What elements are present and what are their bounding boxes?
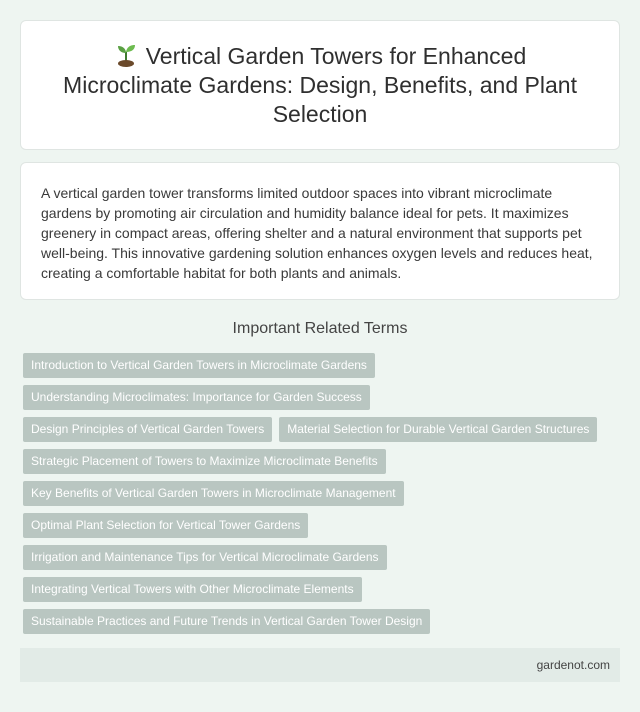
related-term-tag[interactable]: Material Selection for Durable Vertical Garden Structures bbox=[279, 417, 597, 442]
tag-row bbox=[23, 513, 620, 538]
related-terms-heading: Important Related Terms bbox=[232, 320, 408, 337]
related-term-tag[interactable]: Introduction to Vertical Garden Towers in Microclimate Gardens bbox=[23, 353, 375, 378]
related-term-tag[interactable]: Design Principles of Vertical Garden Towers bbox=[23, 417, 272, 442]
related-term-tag[interactable]: Optimal Plant Selection for Vertical Tower Gardens bbox=[23, 513, 308, 538]
tag-row bbox=[23, 609, 620, 634]
related-term-tag[interactable]: Understanding Microclimates: Importance for Garden Success bbox=[23, 385, 370, 410]
tag-row bbox=[23, 545, 620, 570]
related-term-tag[interactable]: Key Benefits of Vertical Garden Towers in Microclimate Management bbox=[23, 481, 404, 506]
page-title bbox=[51, 41, 589, 129]
page-title-text: Vertical Garden Towers for Enhanced Microclimate Gardens: Design, Benefits, and Plant Selection bbox=[63, 43, 577, 127]
tag-row bbox=[23, 385, 620, 410]
footer bbox=[20, 648, 620, 682]
related-term-tag[interactable]: Strategic Placement of Towers to Maximize Microclimate Benefits bbox=[23, 449, 386, 474]
tag-row bbox=[23, 353, 620, 378]
related-term-tag[interactable]: Irrigation and Maintenance Tips for Vertical Microclimate Gardens bbox=[23, 545, 387, 570]
summary-text: A vertical garden tower transforms limited outdoor spaces into vibrant microclimate gardens by promoting air circulation and humidity balance ideal for pets. It maximizes greenery in compact areas, offering shelter and a natural environment that supports pet well-being. This innovative gardening solution enhances oxygen levels and reduces heat, creating a comfortable habitat for both plants and animals. bbox=[41, 185, 593, 281]
tag-row bbox=[23, 449, 620, 474]
tag-row bbox=[23, 481, 620, 506]
tag-row bbox=[23, 577, 620, 602]
related-terms-list bbox=[23, 353, 620, 641]
site-name[interactable]: gardenot.com bbox=[536, 658, 610, 672]
sprout-icon bbox=[114, 41, 138, 67]
summary-card bbox=[20, 162, 620, 300]
title-card bbox=[20, 20, 620, 150]
related-term-tag[interactable]: Integrating Vertical Towers with Other Microclimate Elements bbox=[23, 577, 362, 602]
related-term-tag[interactable]: Sustainable Practices and Future Trends in Vertical Garden Tower Design bbox=[23, 609, 430, 634]
tag-row bbox=[23, 417, 620, 442]
